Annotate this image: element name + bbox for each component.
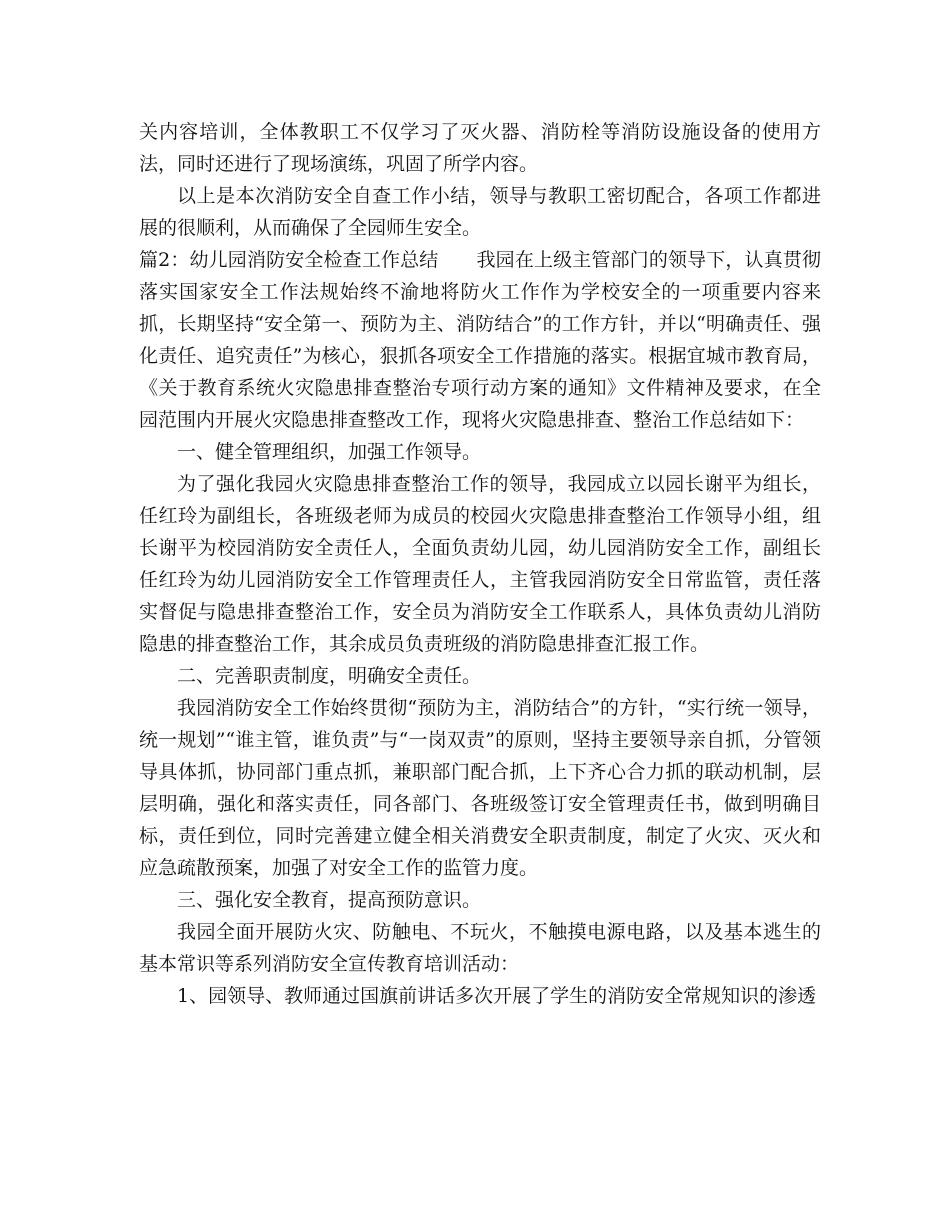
paragraph-9: 我园全面开展防火灾、防触电、不玩火，不触摸电源电路，以及基本逃生的基本常识等系列消防安全宣传教育培训活动： <box>139 921 821 975</box>
section-heading-2: 二、完善职责制度，明确安全责任。 <box>177 665 482 687</box>
paragraph-1: 关内容培训，全体教职工不仅学习了灭火器、消防栓等消防设施设备的使用方法，同时还进行了现场演练，巩固了所学内容。 <box>139 121 821 175</box>
paragraph-5: 为了强化我园火灾隐患排查整治工作的领导，我园成立以园长谢平为组长，任红玲为副组长，各班级老师为成员的校园火灾隐患排查整治工作领导小组，组长谢平为校园消防安全责任人，全面负责幼儿园，幼儿园消防安全工作，副组长任红玲为幼儿园消防安全工作管理责任人，主管我园消防安全日常监管，责任落实督促与隐患排查整治工作，安全员为消防安全工作联系人，具体负责幼儿消防隐患的排查整治工作，其余成员负责班级的消防隐患排查汇报工作。 <box>139 473 821 655</box>
section-heading-3: 三、强化安全教育，提高预防意识。 <box>177 889 482 911</box>
section-heading-1: 一、健全管理组织，加强工作领导。 <box>177 441 482 463</box>
paragraph-7: 我园消防安全工作始终贯彻“预防为主，消防结合”的方针，“实行统一领导，统一规划”“谁主管，谁负责”与“一岗双责”的原则，坚持主要领导亲自抓，分管领导具体抓，协同部门重点抓，兼职部门配合抓，上下齐心合力抓的联动机制，层层明确，强化和落实责任，同各部门、各班级签订安全管理责任书，做到明确目标，责任到位，同时完善建立健全相关消费安全职责制度，制定了火灾、灭火和应急疏散预案，加强了对安全工作的监管力度。 <box>139 697 821 879</box>
paragraph-2: 以上是本次消防安全自查工作小结，领导与教职工密切配合，各项工作都进展的很顺利，从而确保了全园师生安全。 <box>139 185 821 239</box>
section-title: 篇2：幼儿园消防安全检查工作总结 <box>139 249 439 271</box>
document-body <box>139 116 821 1012</box>
paragraph-10: 1、园领导、教师通过国旗前讲话多次开展了学生的消防安全常规知识的渗透 <box>177 985 817 1007</box>
paragraph-3 <box>139 244 821 436</box>
paragraph-3-text: 我园在上级主管部门的领导下，认真贯彻落实国家安全工作法规始终不渝地将防火工作作为学校安全的一项重要内容来抓，长期坚持“安全第一、预防为主、消防结合”的工作方针，并以“明确责任、强化责任、追究责任”为核心，狠抓各项安全工作措施的落实。根据宜城市教育局，《关于教育系统火灾隐患排查整治专项行动方案的通知》文件精神及要求，在全园范围内开展火灾隐患排查整改工作，现将火灾隐患排查、整治工作总结如下： <box>139 249 821 431</box>
